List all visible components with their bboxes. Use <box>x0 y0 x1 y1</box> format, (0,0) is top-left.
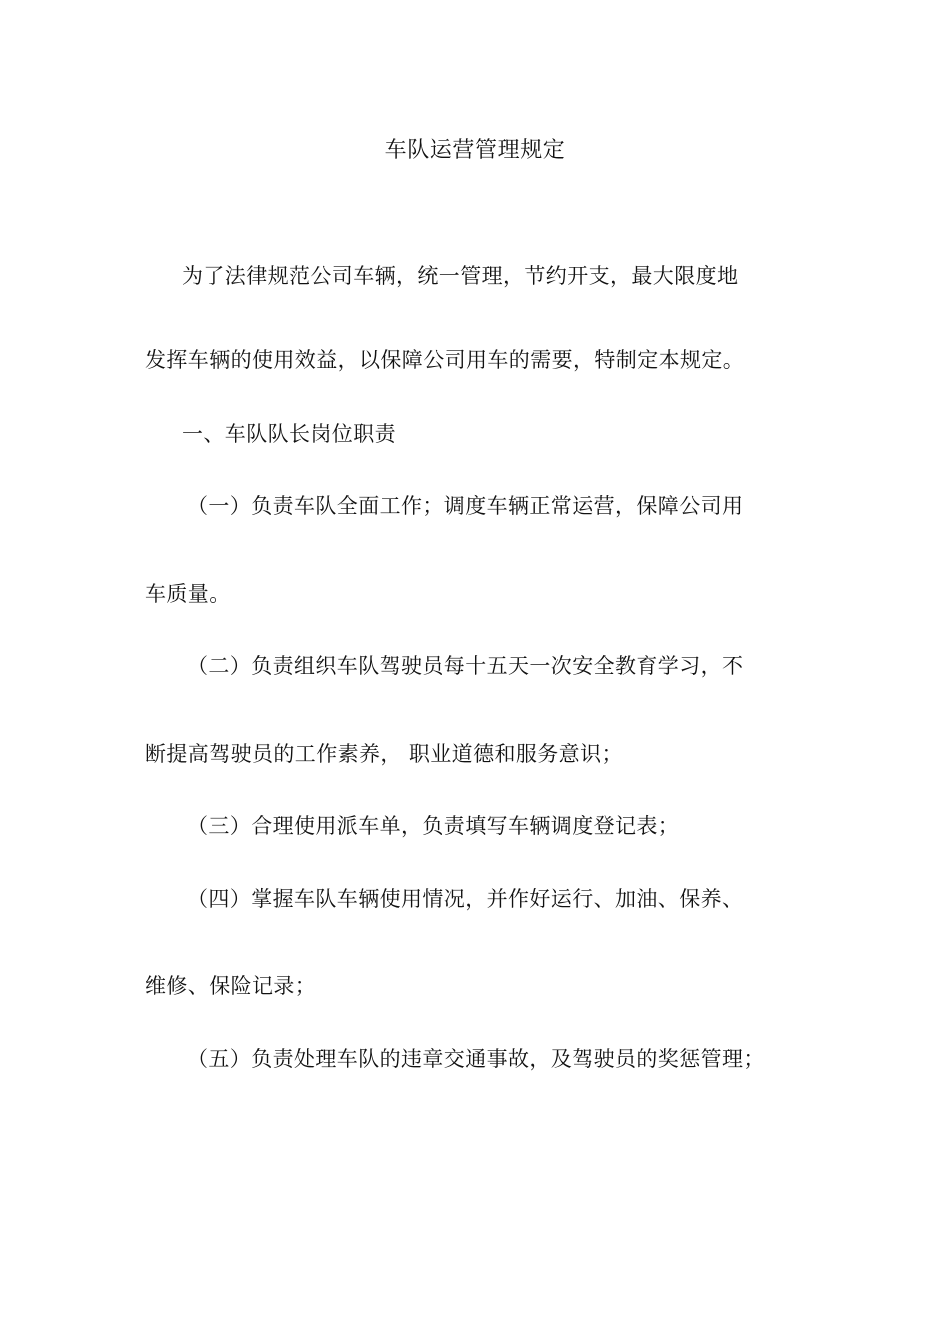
paragraph-line: 发挥车辆的使用效益，以保障公司用车的需要，特制定本规定。 <box>145 348 745 372</box>
paragraph-line: 维修、保险记录； <box>145 974 317 998</box>
paragraph-line: （三）合理使用派车单，负责填写车辆调度登记表； <box>187 814 680 838</box>
paragraph-line: （五）负责处理车队的违章交通事故，及驾驶员的奖惩管理； <box>187 1047 765 1071</box>
paragraph-line: 为了法律规范公司车辆，统一管理，节约开支，最大限度地 <box>182 264 739 288</box>
paragraph-line: （一）负责车队全面工作；调度车辆正常运营，保障公司用 <box>187 494 744 518</box>
section-heading: 一、车队队长岗位职责 <box>182 422 396 446</box>
paragraph-line: 断提高驾驶员的工作素养， 职业道德和服务意识； <box>145 742 623 766</box>
paragraph-line: 车质量。 <box>145 582 231 606</box>
document-title: 车队运营管理规定 <box>384 138 566 163</box>
paragraph-line: （四）掌握车队车辆使用情况，并作好运行、加油、保养、 <box>187 887 744 911</box>
paragraph-line: （二）负责组织车队驾驶员每十五天一次安全教育学习，不 <box>187 654 744 678</box>
